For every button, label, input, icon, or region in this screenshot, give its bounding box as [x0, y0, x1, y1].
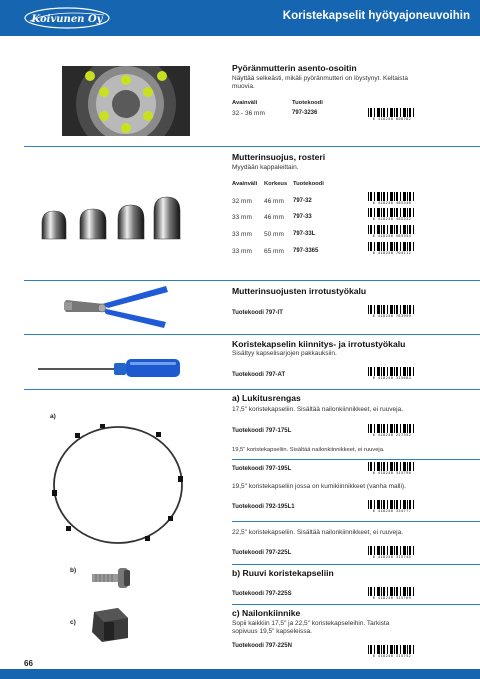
lukitusrengas-code-175: Tuotekoodi 797-175L	[232, 428, 292, 434]
section-title-kiinnitys: Koristekapselin kiinnitys- ja irrotustyökalu	[232, 339, 406, 349]
nailon-desc-1: Sopii kaikkiin 17,5" ja 22,5" koristekapseleihin. Tarkista	[232, 620, 390, 627]
barcode: 6 418240 704112	[364, 242, 420, 256]
header-title: Koristekapselit hyötyajoneuvoihin	[282, 10, 470, 22]
lukitusrengas-desc-175: 17,5" koristekapseliin. Sisältää nailonkiinnikkeet, ei ruuveja.	[232, 406, 404, 413]
divider	[24, 334, 480, 335]
asento-size: 32 - 36 mm	[232, 110, 265, 117]
asento-col-avainvali: Avainväli	[232, 100, 258, 106]
irrotus-barcode: 6 418240 783959	[364, 305, 420, 319]
wheel-nut-indicator-photo	[62, 66, 190, 136]
page-header	[0, 0, 480, 36]
kiinnitys-code: Tuotekoodi 797-AT	[232, 372, 286, 378]
mutterinsuojus-desc: Myydään kappaleittain.	[232, 164, 299, 171]
svg-text:Koivunen Oy: Koivunen Oy	[31, 14, 103, 25]
lukitusrengas-desc-225: 22,5" koristekapseliin. Sisältää nailonkiinnikkeet, ei ruuveja.	[232, 529, 404, 536]
screwdriver-photo	[36, 356, 182, 380]
irrotus-code: Tuotekoodi 797-IT	[232, 310, 283, 316]
page-number: 66	[24, 659, 33, 668]
barcode: 6 418240 485332	[364, 208, 420, 222]
section-title-mutterinsuojus: Mutterinsuojus, rosteri	[232, 152, 326, 162]
lukitusrengas-desc-195-1: 19,5" koristekapseliin jossa on kumikiinnikkeet (vanha malli).	[232, 483, 406, 490]
removal-pliers-photo	[62, 284, 170, 328]
asento-barcode: 6 418240 800782	[364, 108, 420, 122]
divider	[24, 146, 480, 147]
divider	[232, 521, 480, 522]
lukitusrengas-barcode-225: 6 418240 315745	[364, 546, 420, 560]
divider	[24, 389, 480, 390]
nailon-barcode: 6 418240 315752	[364, 645, 420, 659]
mutterinsuojus-col-korkeus: Korkeus	[264, 181, 288, 187]
locking-ring-photo	[48, 420, 188, 550]
asento-col-tuotekoodi: Tuotekoodi	[292, 100, 323, 106]
nailon-code: Tuotekoodi 797-225N	[232, 643, 292, 649]
screw-photo	[90, 566, 132, 590]
asento-code: 797-3236	[292, 110, 318, 116]
divider	[232, 459, 480, 460]
lukitusrengas-desc-195: 19,5" koristekapseliin. Sisältää nailonkiinnikkeet, ei ruuveja.	[232, 447, 385, 453]
lukitusrengas-code-195-1: Tuotekoodi 792-195L1	[232, 504, 295, 510]
mutterinsuojus-col-avainvali: Avainväli	[232, 181, 258, 187]
asento-desc-1: Näyttää selkeästi, mikäli pyöränmutteri on löystynyt. Keltaista	[232, 75, 408, 82]
ruuvi-code: Tuotekoodi 797-225S	[232, 591, 292, 597]
divider	[232, 564, 480, 565]
lukitusrengas-barcode-195-1: 6 418240 334777	[364, 500, 420, 514]
mutterinsuojus-col-tuotekoodi: Tuotekoodi	[293, 181, 324, 187]
section-title-ruuvi: b) Ruuvi koristekapseliin	[232, 568, 334, 578]
kiinnitys-desc: Sisältyy kapselisarjojen pakkauksiin.	[232, 350, 337, 357]
section-title-irrotus: Mutterinsuojusten irrotustyökalu	[232, 286, 367, 296]
nylon-clip-photo	[88, 604, 132, 644]
koivunen-logo	[24, 7, 110, 29]
page-footer	[0, 669, 480, 679]
ruuvi-barcode: 6 418240 315769	[364, 587, 420, 601]
image-label-c: c)	[70, 619, 76, 626]
section-title-nailon: c) Nailonkiinnike	[232, 608, 301, 618]
lukitusrengas-barcode-195: 6 418240 315790	[364, 462, 420, 476]
lukitusrengas-barcode-175: 6 418240 227352	[364, 424, 420, 438]
kiinnitys-barcode: 6 418240 315684	[364, 367, 420, 381]
barcode: 6 418240 485348	[364, 192, 420, 206]
lukitusrengas-code-225: Tuotekoodi 797-225L	[232, 550, 292, 556]
divider	[232, 604, 480, 605]
section-title-lukitusrengas: a) Lukitusrengas	[232, 393, 301, 403]
section-title-asento: Pyöränmutterin asento-osoitin	[232, 63, 357, 73]
barcode: 6 418240 585354	[364, 225, 420, 239]
nut-covers-photo	[36, 195, 184, 243]
image-label-b: b)	[70, 567, 77, 574]
divider	[24, 280, 480, 281]
asento-desc-2: muovia.	[232, 83, 255, 90]
nailon-desc-2: sopivuus 19,5" kapseleissa.	[232, 628, 312, 635]
image-label-a: a)	[50, 413, 56, 420]
lukitusrengas-code-195: Tuotekoodi 797-195L	[232, 466, 292, 472]
